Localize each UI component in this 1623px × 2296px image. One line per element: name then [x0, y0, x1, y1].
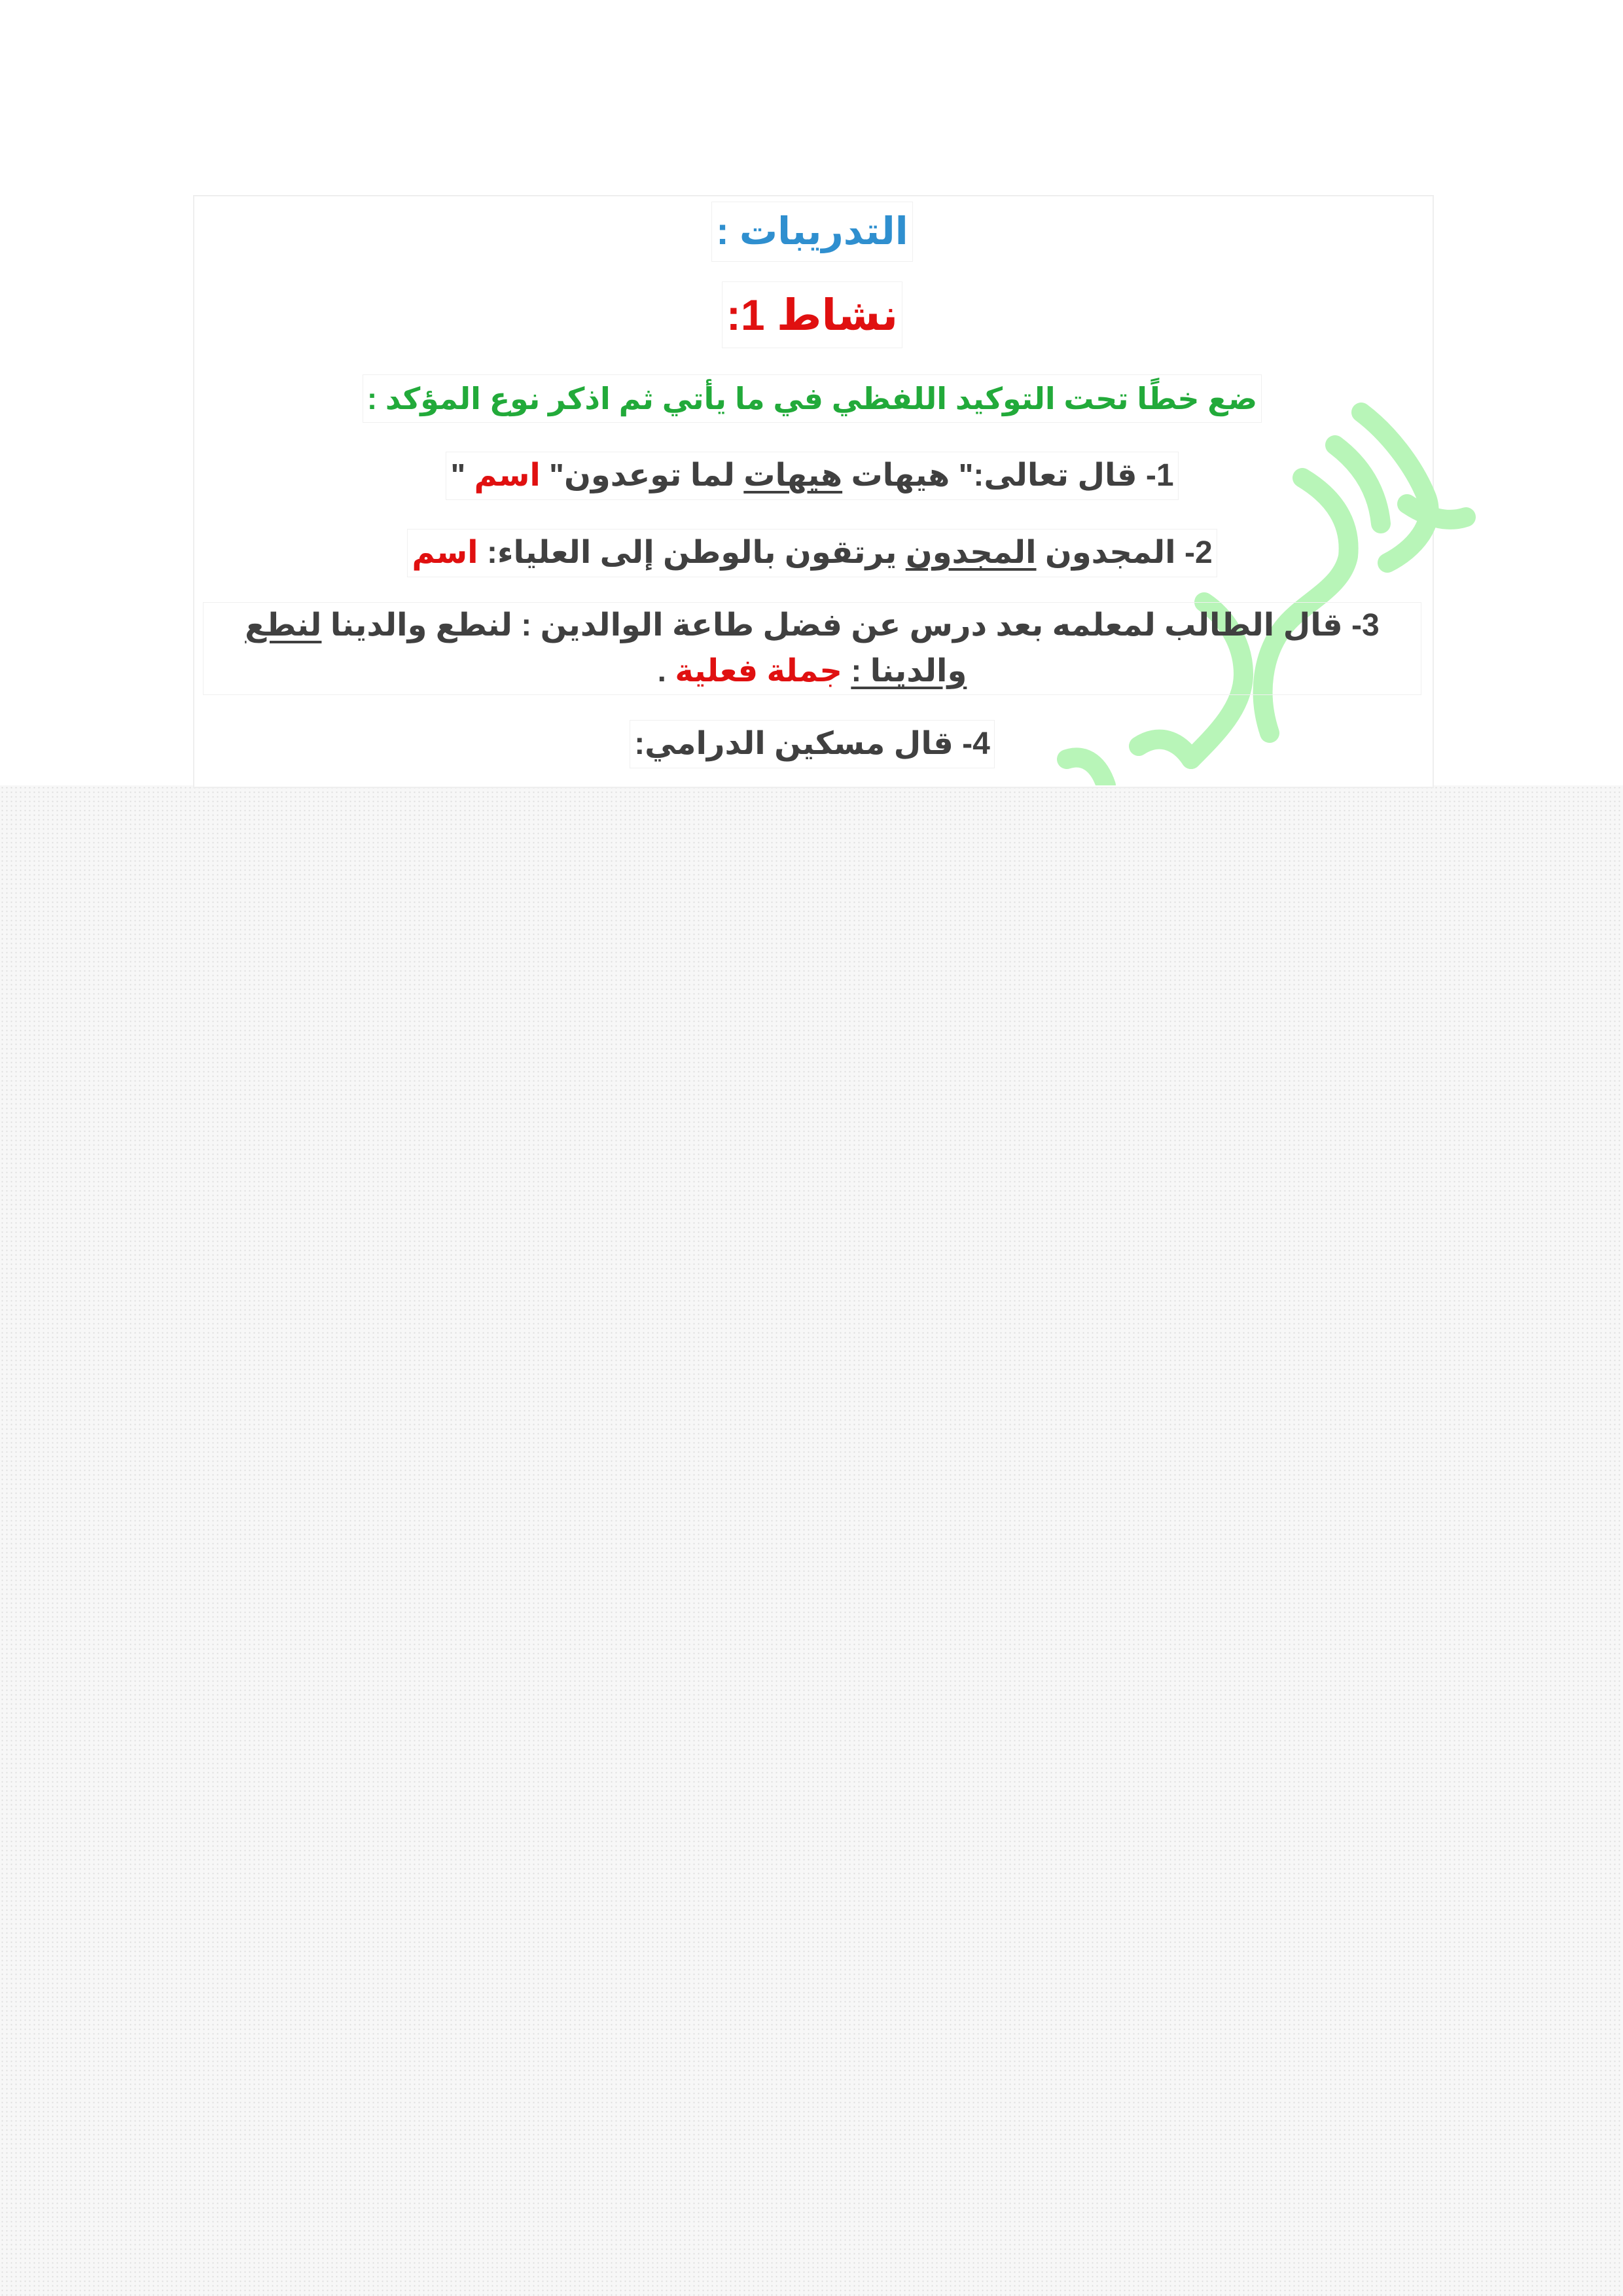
item-1-suffix: لما توعدون": [540, 458, 744, 493]
exercise-item-1: [203, 452, 1421, 500]
activity-heading: نشاط 1:: [722, 281, 902, 348]
item-3-prefix: 3- قال الطالب لمعلمه بعد درس عن فضل طاعة الوالدين : لنطع والدينا: [321, 608, 1380, 643]
item-3-suffix: [842, 654, 851, 689]
exercise-item-2: [203, 529, 1421, 577]
exercise-item-3: [203, 602, 1421, 695]
item-3-answer: جملة فعلية: [675, 654, 842, 689]
item-1-prefix: 1- قال تعالى:" هيهات: [842, 458, 1174, 493]
exercise-item-4: [203, 720, 1421, 768]
item-1-closing: ": [450, 458, 474, 493]
paper-texture-background: [0, 785, 1623, 2296]
item-1-answer: اسم: [474, 458, 541, 493]
document-body: [203, 196, 1421, 768]
item-2-underlined: المجدون: [905, 535, 1037, 570]
item-3-underlined: لنطع والدينا :: [245, 608, 967, 689]
item-1-underlined: هيهات: [743, 458, 843, 493]
item-2-suffix: يرتقون بالوطن إلى العلياء:: [478, 535, 906, 570]
item-2-answer: اسم: [412, 535, 478, 570]
instruction-text: ضع خطًا تحت التوكيد اللفظي في ما يأتي ثم اذكر نوع المؤكد :: [363, 374, 1262, 423]
item-3-closing: .: [657, 654, 675, 689]
item-4-text: 4- قال مسكين الدرامي:: [630, 720, 995, 768]
page-title: التدريبات :: [711, 202, 912, 262]
item-2-prefix: 2- المجدون: [1036, 535, 1213, 570]
